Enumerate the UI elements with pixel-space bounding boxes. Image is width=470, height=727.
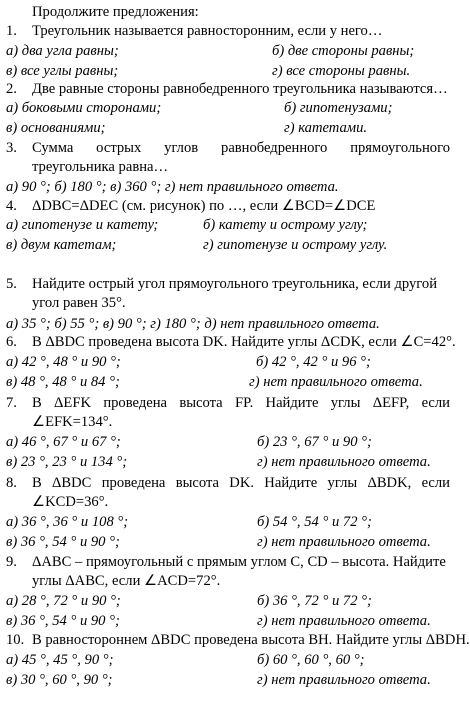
answer-option: б) 36 °, 72 ° и 72 °; [257, 593, 372, 609]
question-number: 1. [6, 23, 17, 39]
answer-row [0, 177, 414, 197]
answer-row [0, 432, 414, 452]
answer-row [0, 41, 414, 61]
answer-row [0, 215, 414, 235]
answer-option: а) два угла равны; [6, 43, 119, 59]
answer-options: а) 90 °; б) 180 °; в) 360 °; г) нет правильного ответа. [6, 179, 339, 195]
question-text: угол равен 35°. [32, 295, 126, 311]
answer-option: а) 46 °, 67 ° и 67 °; [6, 434, 121, 450]
question-text: треугольника равна… [32, 159, 169, 175]
answer-row [0, 670, 431, 690]
question-text: В равностороннем ΔBDC проведена высота BH. Найдите углы ΔBDH. [32, 632, 470, 648]
question-number: 5. [6, 276, 17, 292]
question-8 [0, 473, 450, 493]
question-number: 4. [6, 198, 17, 214]
header-line [0, 2, 414, 22]
answer-row [0, 512, 414, 532]
question-text: Найдите острый угол прямоугольного треугольника, если другой [32, 276, 438, 292]
question-text: В ΔBDC проведена высота DK. Найдите углы ΔBDK, если [32, 475, 450, 491]
answer-option: б) 23 °, 67 ° и 90 °; [257, 434, 372, 450]
answer-option: а) гипотенузе и катету; [6, 217, 159, 233]
answer-option: г) нет правильного ответа. [257, 672, 431, 688]
question-text: ΔDBC=ΔDEC (см. рисунок) по …, если ∠BCD=∠DCE [32, 198, 376, 214]
answer-option: в) 36 °, 54 ° и 90 °; [6, 613, 120, 629]
question-7 [0, 393, 450, 413]
question-3 [0, 138, 450, 158]
answer-option: б) 54 °, 54 ° и 72 °; [257, 514, 372, 530]
answer-option: г) нет правильного ответа. [257, 613, 431, 629]
question-3-continued [0, 157, 414, 177]
worksheet-heading: Продолжите предложения: [32, 4, 199, 20]
answer-row [0, 235, 414, 255]
question-text: В ΔEFK проведена высота FP. Найдите углы ΔEFP, если [32, 395, 450, 411]
question-4 [0, 196, 414, 216]
question-9-continued [0, 571, 414, 591]
answer-options: а) 35 °; б) 55 °; в) 90 °; г) 180 °; д) нет правильного ответа. [6, 316, 380, 332]
question-5-continued [0, 293, 414, 313]
answer-option: а) 45 °, 45 °, 90 °; [6, 652, 114, 668]
answer-option: в) 23 °, 23 ° и 134 °; [6, 454, 128, 470]
answer-option: в) 30 °, 60 °, 90 °; [6, 672, 113, 688]
answer-option: а) боковыми сторонами; [6, 100, 162, 116]
question-number: 7. [6, 395, 17, 411]
question-5 [0, 274, 438, 294]
answer-option: г) катетами. [284, 120, 368, 136]
question-number: 8. [6, 475, 17, 491]
answer-row [0, 452, 431, 472]
question-number: 6. [6, 334, 17, 350]
question-text: Две равные стороны равнобедренного треугольника называются… [32, 81, 448, 97]
answer-row [0, 98, 414, 118]
question-10 [0, 630, 470, 650]
answer-row [0, 372, 423, 392]
answer-option: г) все стороны равны. [272, 63, 411, 79]
question-number: 3. [6, 140, 17, 156]
question-number: 9. [6, 554, 17, 570]
question-9 [0, 552, 446, 572]
answer-option: в) двум катетам; [6, 237, 117, 253]
answer-option: б) две стороны равны; [272, 43, 415, 59]
question-1 [0, 21, 414, 41]
question-number: 2. [6, 81, 17, 97]
question-text: Треугольник называется равносторонним, если у него… [32, 23, 383, 39]
question-text: ΔABC – прямоугольный с прямым углом C, CD – высота. Найдите [32, 554, 446, 570]
answer-row [0, 591, 414, 611]
answer-row [0, 352, 414, 372]
answer-option: б) 60 °, 60 °, 60 °; [257, 652, 365, 668]
answer-row [0, 118, 414, 138]
answer-option: в) все углы равны; [6, 63, 119, 79]
question-text: В ΔBDC проведена высота DK. Найдите углы ΔCDK, если ∠C=42°. [32, 334, 456, 350]
question-number: 10. [6, 632, 25, 648]
question-2 [0, 79, 448, 99]
answer-option: г) нет правильного ответа. [257, 454, 431, 470]
answer-option: в) 48 °, 48 ° и 84 °; [6, 374, 120, 390]
answer-option: г) гипотенузе и острому углу. [203, 237, 388, 253]
answer-option: г) нет правильного ответа. [257, 534, 431, 550]
question-text: ∠EFK=134°. [32, 414, 113, 430]
question-text: углы ΔABC, если ∠ACD=72°. [32, 573, 221, 589]
answer-option: г) нет правильного ответа. [249, 374, 423, 390]
question-8-continued [0, 492, 414, 512]
question-7-continued [0, 412, 414, 432]
answer-row [0, 314, 414, 334]
question-text: ∠KCD=36°. [32, 494, 109, 510]
answer-row [0, 650, 414, 670]
answer-row [0, 611, 431, 631]
answer-row [0, 532, 431, 552]
question-text: Сумма острых углов равнобедренного прямоугольного [32, 140, 450, 156]
answer-option: в) 36 °, 54 ° и 90 °; [6, 534, 120, 550]
answer-option: а) 42 °, 48 ° и 90 °; [6, 354, 121, 370]
answer-option: а) 28 °, 72 ° и 90 °; [6, 593, 121, 609]
question-6 [0, 332, 456, 352]
answer-option: б) 42 °, 42 ° и 96 °; [256, 354, 371, 370]
answer-option: в) основаниями; [6, 120, 106, 136]
answer-row [0, 61, 414, 81]
answer-option: б) катету и острому углу; [203, 217, 368, 233]
answer-option: а) 36 °, 36 ° и 108 °; [6, 514, 129, 530]
answer-option: б) гипотенузами; [284, 100, 393, 116]
